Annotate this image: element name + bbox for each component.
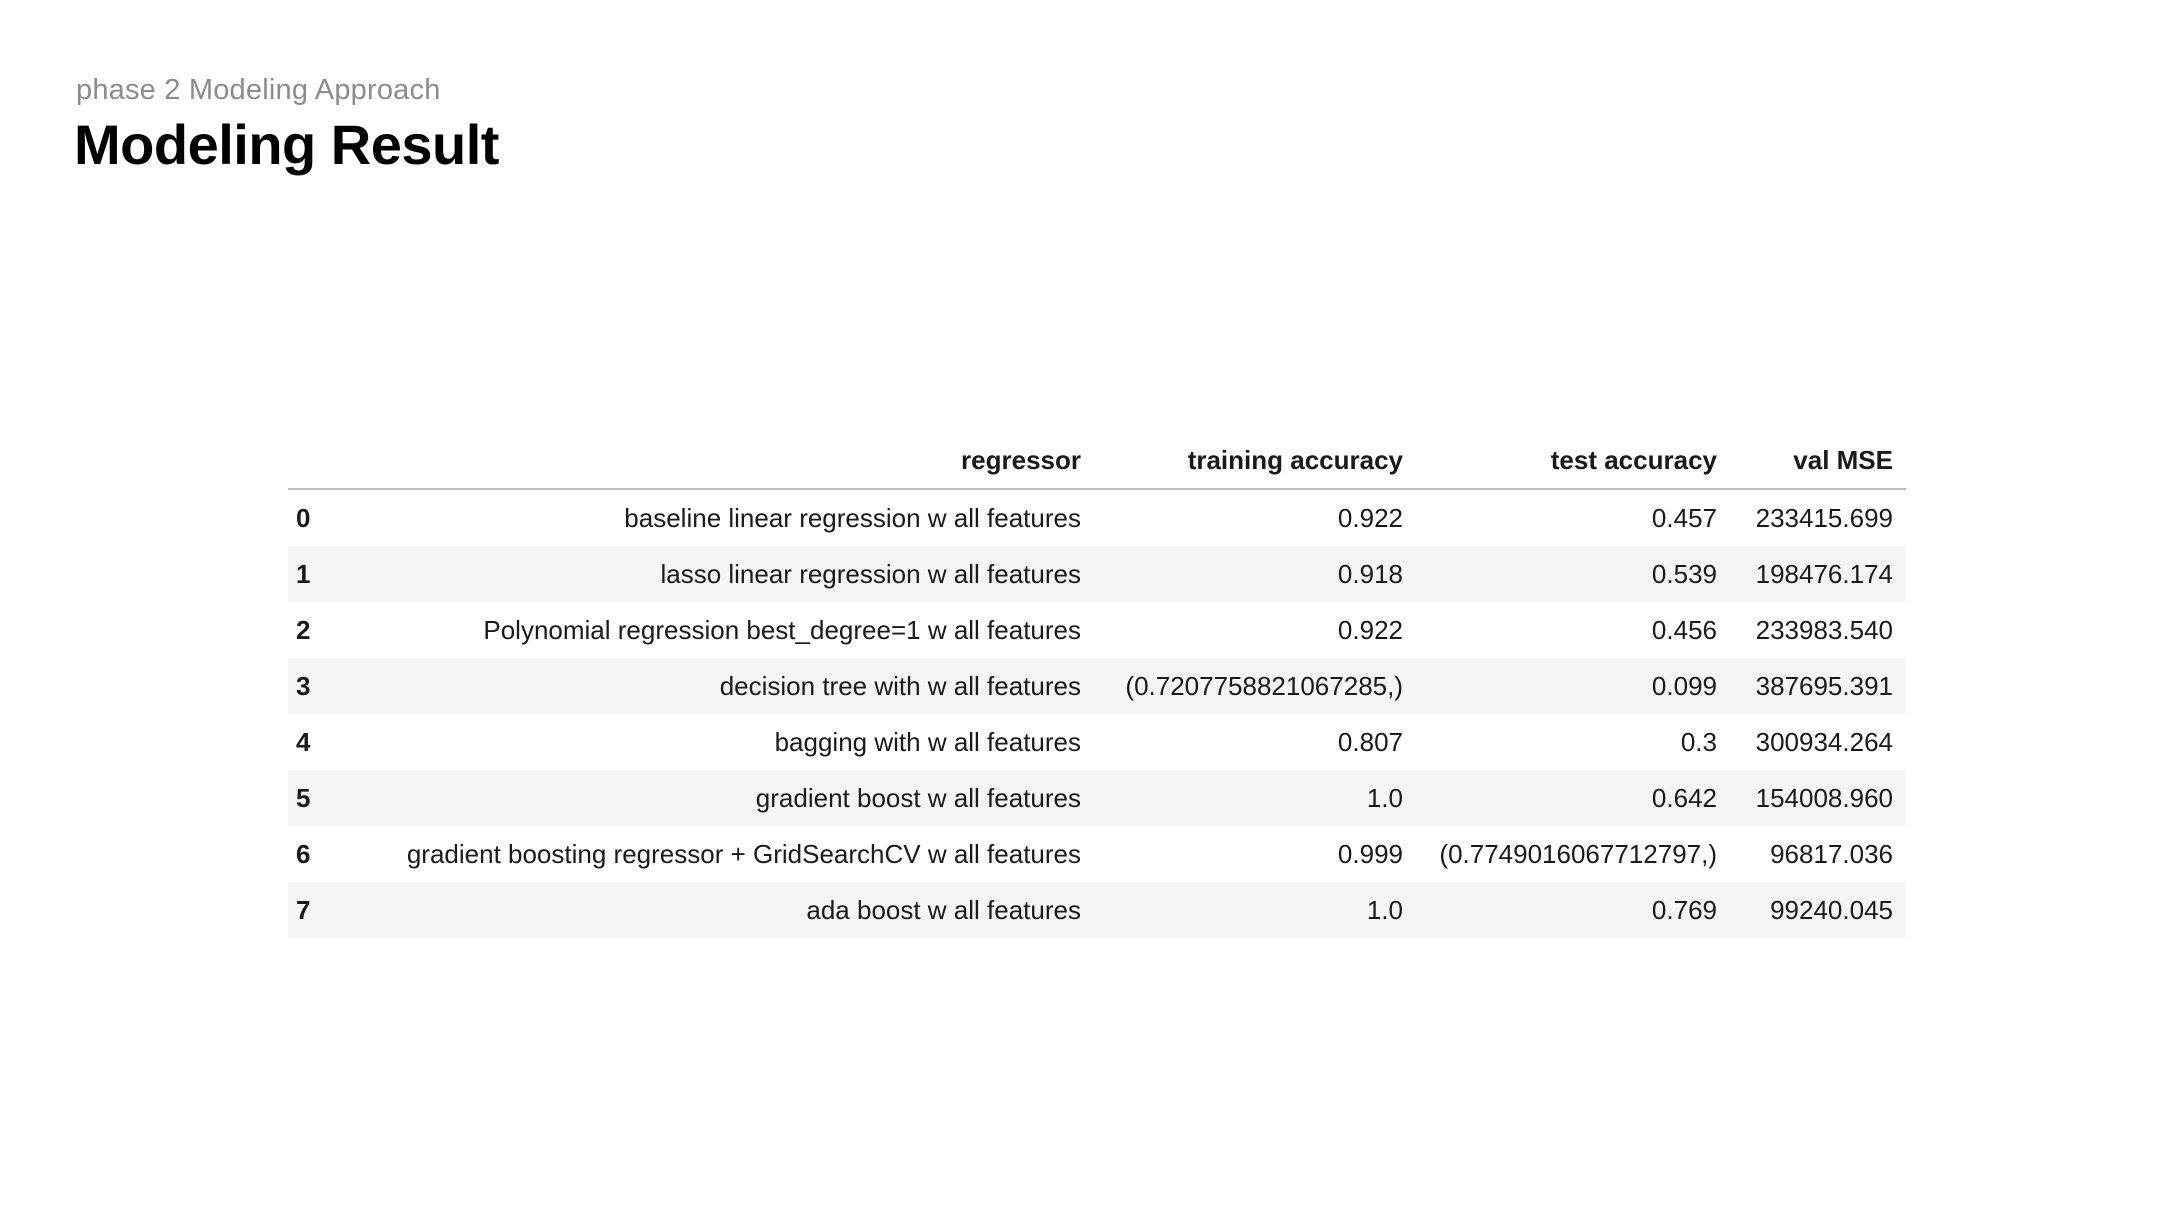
cell-regressor: lasso linear regression w all features [660, 558, 1081, 589]
table-body [288, 489, 1906, 938]
cell-training-accuracy: 1.0 [1366, 894, 1403, 925]
slide-subtitle: phase 2 Modeling Approach [76, 74, 441, 106]
cell-training-accuracy: 0.922 [1337, 614, 1403, 645]
cell-test-accuracy: 0.3 [1680, 726, 1717, 757]
row-index: 3 [296, 670, 311, 701]
cell-val-mse: 387695.391 [1755, 670, 1893, 701]
slide-title: Modeling Result [74, 113, 499, 176]
header-row [288, 432, 1906, 489]
cell-regressor: decision tree with w all features [719, 670, 1081, 701]
header-regressor: regressor [348, 432, 1094, 489]
cell-regressor: baseline linear regression w all features [624, 502, 1081, 533]
cell-training-accuracy: 0.999 [1337, 838, 1403, 869]
header-training-accuracy: training accuracy [1094, 432, 1416, 489]
cell-val-mse: 233415.699 [1755, 502, 1893, 533]
cell-test-accuracy: 0.099 [1651, 670, 1717, 701]
header-index [288, 432, 348, 489]
cell-val-mse: 99240.045 [1770, 894, 1893, 925]
row-index: 2 [296, 614, 311, 645]
cell-training-accuracy: 1.0 [1366, 782, 1403, 813]
table-row [288, 770, 1906, 826]
row-index: 6 [296, 838, 311, 869]
cell-regressor: gradient boost w all features [755, 782, 1081, 813]
table-row [288, 489, 1906, 546]
table-row [288, 826, 1906, 882]
cell-regressor: ada boost w all features [806, 894, 1081, 925]
results-table [288, 432, 1906, 938]
row-index: 4 [296, 726, 311, 757]
cell-training-accuracy: (0.7207758821067285,) [1125, 670, 1403, 701]
cell-regressor: gradient boosting regressor + GridSearchCV w all features [406, 838, 1081, 869]
cell-test-accuracy: (0.7749016067712797,) [1439, 838, 1717, 869]
table-row [288, 658, 1906, 714]
cell-regressor: bagging with w all features [774, 726, 1081, 757]
cell-val-mse: 154008.960 [1755, 782, 1893, 813]
cell-val-mse: 96817.036 [1770, 838, 1893, 869]
header-val-mse: val MSE [1730, 432, 1906, 489]
header-test-accuracy: test accuracy [1416, 432, 1730, 489]
table-row [288, 882, 1906, 938]
cell-val-mse: 233983.540 [1755, 614, 1893, 645]
row-index: 7 [296, 894, 311, 925]
cell-test-accuracy: 0.539 [1651, 558, 1717, 589]
cell-training-accuracy: 0.807 [1337, 726, 1403, 757]
table-row [288, 714, 1906, 770]
table-header [288, 432, 1906, 489]
cell-test-accuracy: 0.769 [1651, 894, 1717, 925]
cell-training-accuracy: 0.922 [1337, 502, 1403, 533]
table-row [288, 546, 1906, 602]
cell-test-accuracy: 0.456 [1651, 614, 1717, 645]
row-index: 1 [296, 558, 311, 589]
cell-test-accuracy: 0.642 [1651, 782, 1717, 813]
cell-val-mse: 300934.264 [1755, 726, 1893, 757]
cell-training-accuracy: 0.918 [1337, 558, 1403, 589]
cell-regressor: Polynomial regression best_degree=1 w all features [483, 614, 1081, 645]
cell-test-accuracy: 0.457 [1651, 502, 1717, 533]
row-index: 5 [296, 782, 311, 813]
cell-val-mse: 198476.174 [1755, 558, 1893, 589]
row-index: 0 [296, 502, 311, 533]
table-row [288, 602, 1906, 658]
results-table-container [288, 432, 1906, 938]
